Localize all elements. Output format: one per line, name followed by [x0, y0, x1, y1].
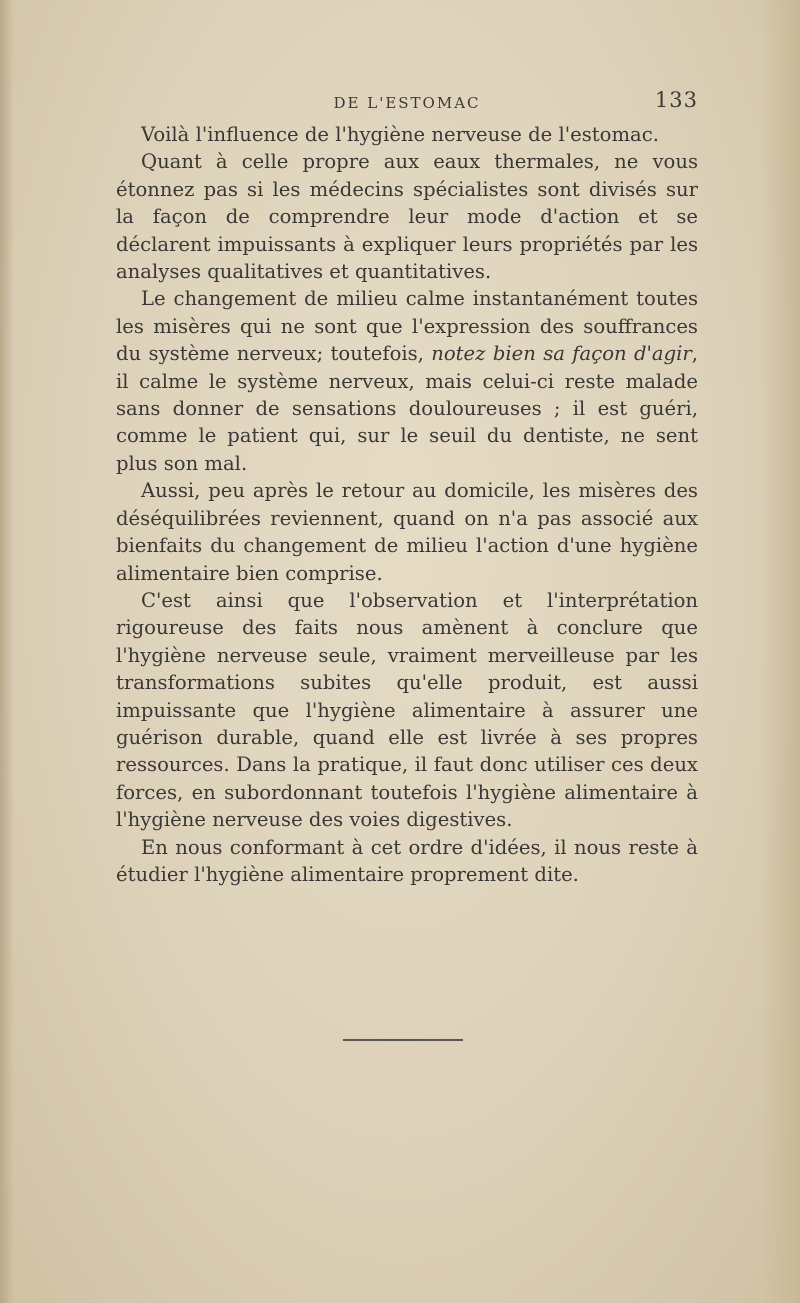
paragraph-1: Voilà l'influence de l'hygiène nerveuse de l'estomac. [141, 123, 659, 146]
paragraph-5: C'est ainsi que l'observation et l'interprétation rigoureuse des faits nous amènent à conclure que l'hygiène nerveuse seule, vraiment merveilleuse par les transformations subites qu'elle produit, est aussi impuissante que l'hygiène alimentaire à assurer une guérison durable, quand elle est livrée à ses propres ressources. Dans la pratique, il faut donc utiliser ces deux forces, en subordonnant toutefois l'hygiène alimentaire à l'hygiène nerveuse des voies digestives. [116, 588, 698, 832]
paragraph-6: En nous conformant à cet ordre d'idées, il nous reste à étudier l'hygiène alimentaire proprement dite. [116, 835, 698, 886]
paragraph-4: Aussi, peu après le retour au domicile, les misères des déséquilibrées reviennent, quand on n'a pas associé aux bienfaits du changement de milieu l'action d'une hygiène alimentaire bien comprise. [116, 479, 698, 585]
page-number: 133 [654, 88, 698, 112]
paragraph-3-text-start: Le changement de milieu calme instantanément toutes les misères qui ne sont que l'expression des souffrances du système nerveux; toutefois, [116, 287, 698, 366]
running-title: DE L'ESTOMAC [333, 94, 481, 112]
paragraph-2: Quant à celle propre aux eaux thermales, ne vous étonnez pas si les médecins spécialistes sont divisés sur la façon de comprendre leur mode d'action et se déclarent impuissants à expliquer leurs propriétés par les analyses qualitatives et quantitatives. [116, 150, 698, 284]
section-separator-rule [343, 1039, 463, 1041]
paragraph-3-text-end: , il calme le système nerveux, mais celui-ci reste malade sans donner de sensations douloureuses ; il est guéri, comme le patient qui, sur le seuil du dentiste, ne sent plus son mal. [116, 342, 698, 475]
page-edge-right [760, 0, 800, 1303]
page-edge-left [0, 0, 14, 1303]
paragraph-3 [116, 285, 698, 477]
running-head [116, 88, 698, 118]
body-text [116, 121, 698, 888]
paragraph-3-emphasis: notez bien sa façon d'agir [431, 342, 692, 366]
